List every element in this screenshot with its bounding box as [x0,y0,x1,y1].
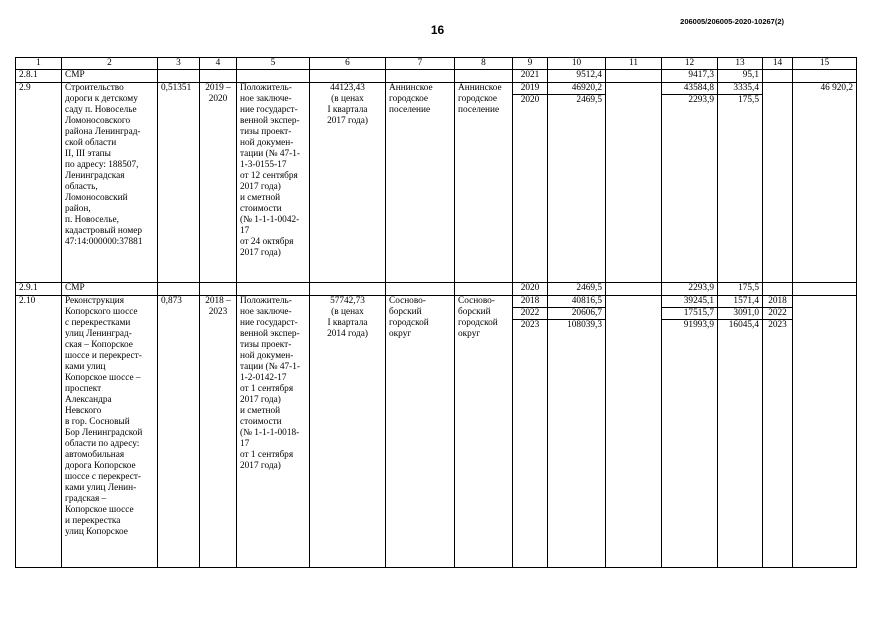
header-cell: 4 [200,58,237,70]
amount-cell: 9512,4 [548,70,606,83]
amount-cell: 20606,7 [548,308,605,320]
row-number: 2.9.1 [16,283,62,296]
amount-cell: 2469,5 [576,95,602,105]
year-cell: 2022 [513,308,547,320]
item-name: СМР [62,70,158,83]
year-cell: 2020 [513,283,548,296]
estimated-cost-cell: 57742,73 (в ценах I квартала 2014 года) [310,296,386,568]
header-cell: 1 [16,58,62,70]
row-number: 2.10 [16,296,62,568]
amount-cell: 2293,9 [688,95,714,105]
table-row [16,70,857,83]
expertise-cell: Положитель- ное заключе- ние государст- венной экспер- тизы проект- ной докумен- тации (№ 47-1- 1-3-0155-17 от 12 сентября 2017 года) и сметной стоимости (№ 1-1-1-0042- 17 от 24 октября 2017 года) [237,83,310,283]
capacity-cell: 0,51351 [158,83,200,283]
amount-cell: 9417,3 [662,70,718,83]
table-row [16,83,857,283]
expertise-cell: Положитель- ное заключе- ние государст- венной экспер- тизы проект- ной докумен- тации (№ 47-1- 1-2-0142-17 от 1 сентября 2017 года) и сметной стоимости (№ 1-1-1-0018- 17 от 1 сентября 2017 года) [237,296,310,568]
header-cell: 7 [386,58,455,70]
header-cell: 8 [455,58,513,70]
table-row [16,296,857,568]
estimated-cost-cell: 44123,43 (в ценах I квартала 2017 года) [310,83,386,283]
amount-cell: 108039,3 [567,320,602,330]
amount-cell: 43584,8 [662,83,717,95]
year-cell: 2021 [513,70,548,83]
object-description: Реконструкция Копорского шоссе с перекрестками улиц Ленинград- ская – Копорское шоссе и перекрест- ками улиц Копорское шоссе – проспект Александра Невского в гор. Сосновый Бор Ленинградской области по адресу: автомобильная дорога Копорское шоссе с перекрест- ками улиц Ленин- градская – Копорское шоссе и перекрестка улиц Копорское [62,296,158,568]
page-number: 16 [430,23,445,37]
customer-cell: Аннинское городское поселение [386,83,455,283]
year-cell: 2018 [513,296,547,308]
amount-cell: 16045,4 [728,320,759,330]
amount-cell: 175,5 [718,283,763,296]
amount-cell: 1571,4 [718,296,762,308]
data-table [15,57,857,568]
amount-cell: 3091,0 [718,308,762,320]
header-cell: 5 [237,58,310,70]
header-cell: 15 [793,58,857,70]
year-cell: 2018 [763,296,792,308]
year-cell: 2023 [520,320,540,330]
year-cell: 2020 [520,95,540,105]
header-cell: 6 [310,58,386,70]
amount-cell: 95,1 [718,70,763,83]
amount-cell: 175,5 [738,95,759,105]
document-code: 206005/206005-2020-10267(2) [680,17,784,26]
amount-cell: 46920,2 [548,83,605,95]
header-row [16,58,857,70]
year-cell: 2023 [768,320,787,330]
table-row [16,283,857,296]
amount-cell: 46 920,2 [793,83,857,283]
year-cell: 2022 [763,308,792,320]
header-cell: 3 [158,58,200,70]
period-cell: 2019 – 2020 [200,83,237,283]
amount-cell: 40816,5 [548,296,605,308]
row-number: 2.9 [16,83,62,283]
recipient-cell: Сосново- борский городской округ [455,296,513,568]
header-cell: 11 [606,58,662,70]
header-cell: 14 [763,58,793,70]
customer-cell: Сосново- борский городской округ [386,296,455,568]
header-cell: 12 [662,58,718,70]
capacity-cell: 0,873 [158,296,200,568]
amount-cell: 3335,4 [718,83,762,95]
header-cell: 2 [62,58,158,70]
year-cell: 2019 [513,83,547,95]
row-number: 2.8.1 [16,70,62,83]
recipient-cell: Аннинское городское поселение [455,83,513,283]
item-name: СМР [62,283,158,296]
amount-cell: 2469,5 [548,283,606,296]
object-description: Строительство дороги к детскому саду п. Новоселье Ломоносовского района Ленинград- ской области II, III этапы по адресу: 188507, Ленинградская область, Ломоносовский район, п. Новоселье, кадастровый номер 47:14:000000:37881 [62,83,158,283]
header-cell: 13 [718,58,763,70]
header-cell: 9 [513,58,548,70]
amount-cell: 17515,7 [662,308,717,320]
amount-cell: 39245,1 [662,296,717,308]
amount-cell: 2293,9 [662,283,718,296]
header-cell: 10 [548,58,606,70]
period-cell: 2018 – 2023 [200,296,237,568]
amount-cell: 91993,9 [683,320,714,330]
